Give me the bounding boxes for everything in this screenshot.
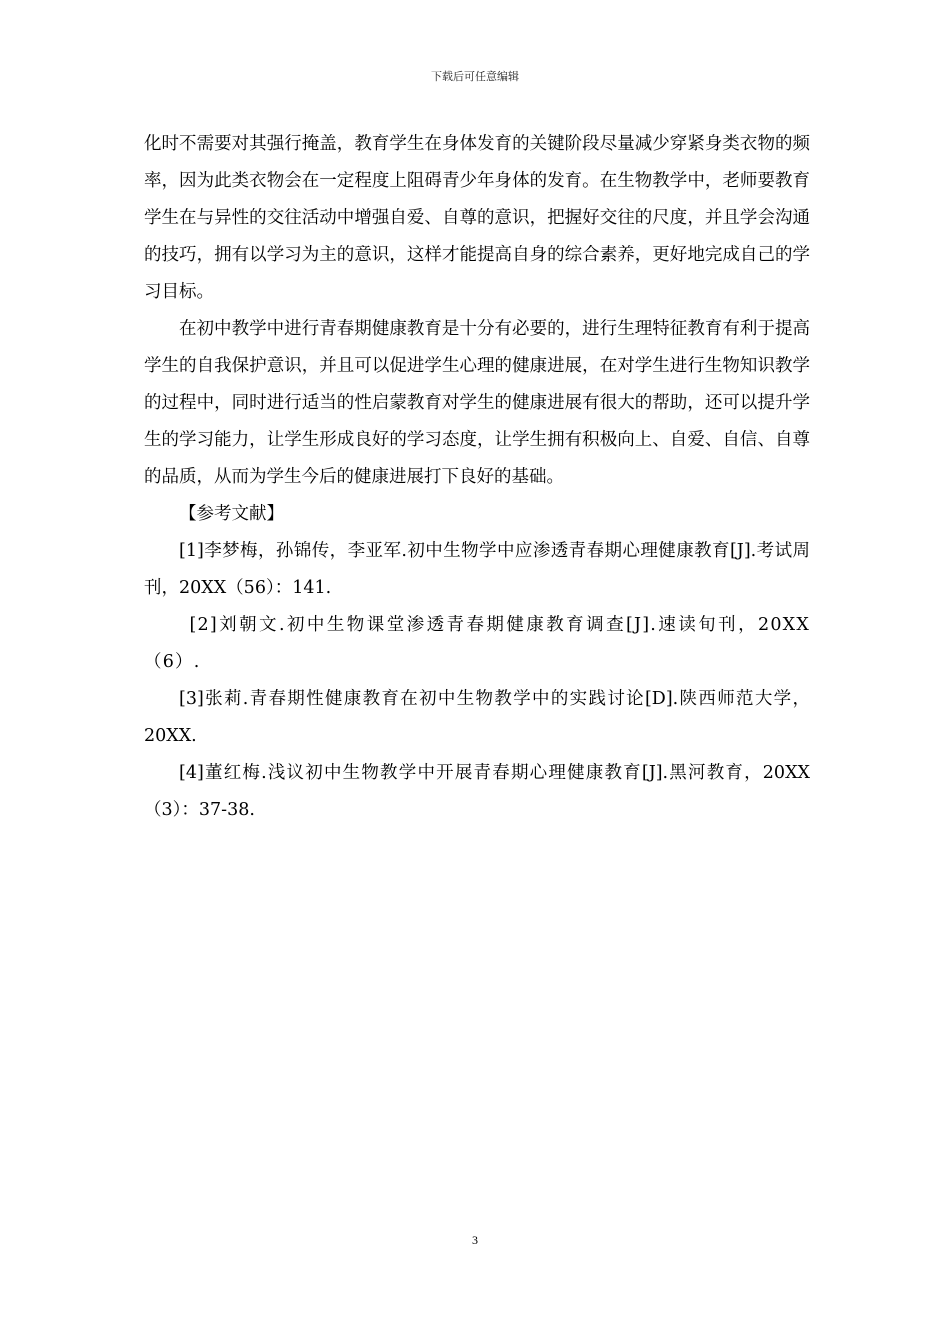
reference-4: [4]董红梅.浅议初中生物教学中开展青春期心理健康教育[J].黑河教育，20XX（3）：37-38. xyxy=(144,763,810,820)
page-number: 3 xyxy=(472,1233,478,1247)
document-body xyxy=(144,126,810,829)
paragraph-2: 在初中教学中进行青春期健康教育是十分有必要的，进行生理特征教育有利于提高学生的自我保护意识，并且可以促进学生心理的健康进展，在对学生进行生物知识教学的过程中，同时进行适当的性启蒙教育对学生的健康进展有很大的帮助，还可以提升学生的学习能力，让学生形成良好的学习态度，让学生拥有积极向上、自爱、自信、自尊的品质，从而为学生今后的健康进展打下良好的基础。 xyxy=(144,319,810,487)
reference-3: [3]张莉.青春期性健康教育在初中生物教学中的实践讨论[D].陕西师范大学，20XX. xyxy=(144,689,810,746)
paragraph-1: 化时不需要对其强行掩盖，教育学生在身体发育的关键阶段尽量减少穿紧身类衣物的频率，因为此类衣物会在一定程度上阻碍青少年身体的发育。在生物教学中，老师要教育学生在与异性的交往活动中增强自爱、自尊的意识，把握好交往的尺度，并且学会沟通的技巧，拥有以学习为主的意识，这样才能提高自身的综合素养，更好地完成自己的学习目标。 xyxy=(144,134,810,302)
reference-1: [1]李梦梅，孙锦传，李亚军.初中生物学中应渗透青春期心理健康教育[J].考试周刊，20XX（56）：141. xyxy=(144,541,810,598)
page-header: 下载后可任意编辑 xyxy=(431,70,519,83)
reference-2: [2]刘朝文.初中生物课堂渗透青春期健康教育调查[J].速读旬刊，20XX（6）. xyxy=(144,615,810,672)
references-heading: 【参考文献】 xyxy=(179,504,284,524)
